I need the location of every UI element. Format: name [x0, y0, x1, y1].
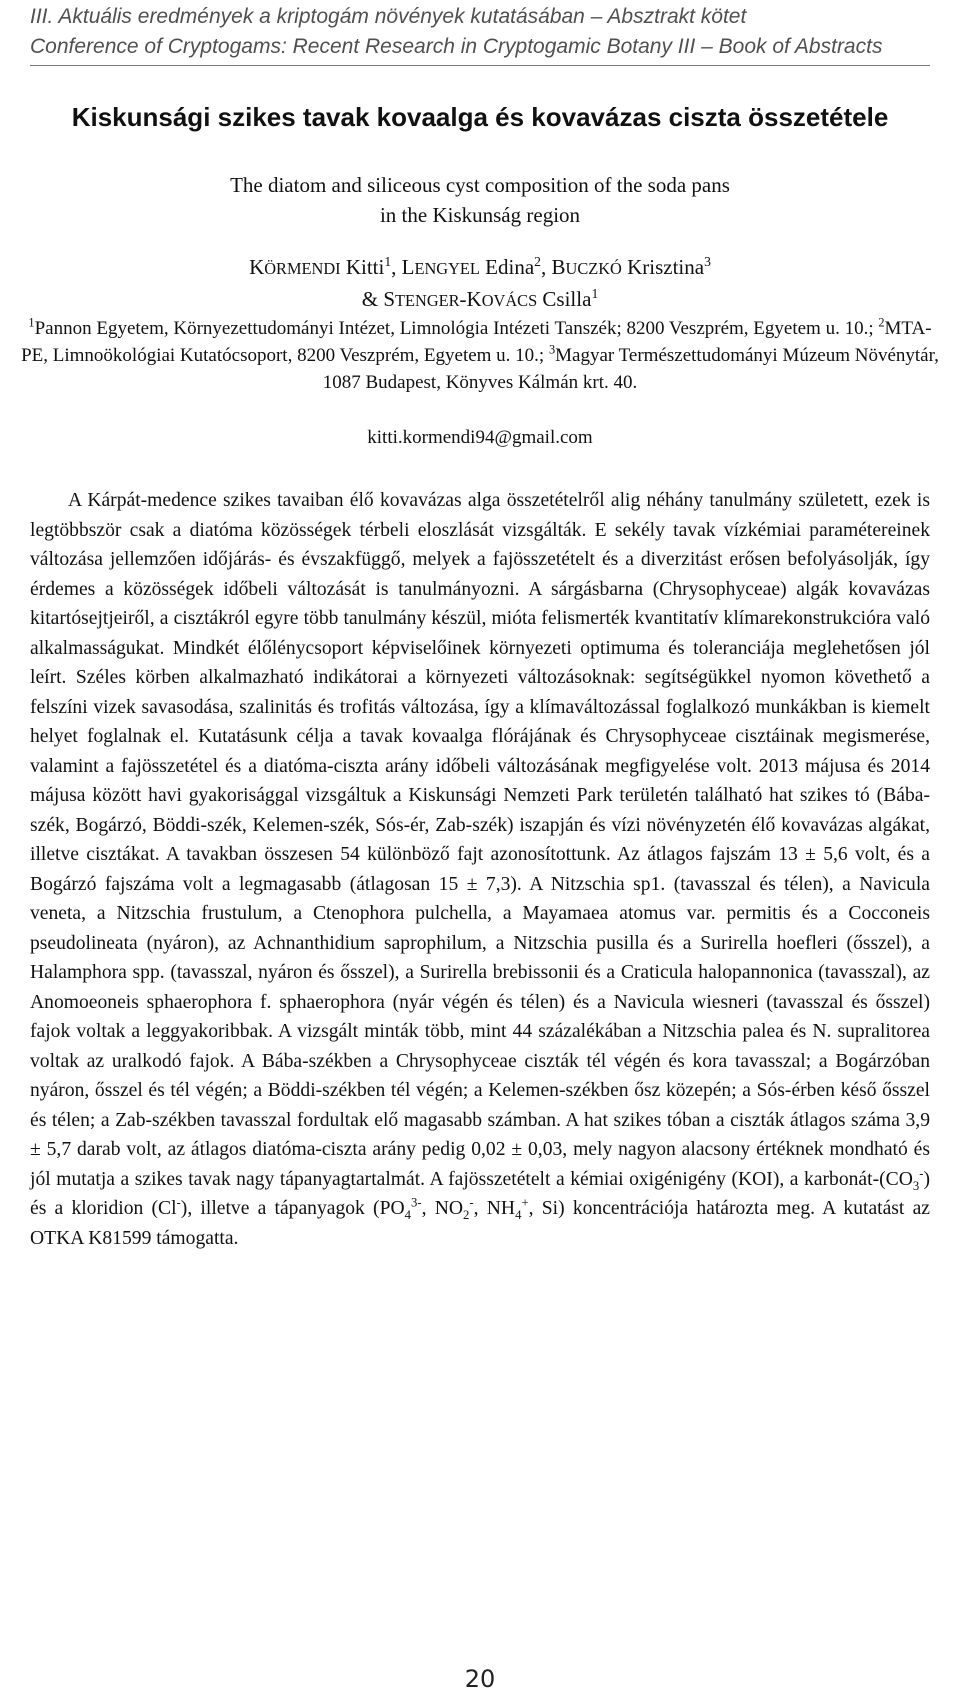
article-title: Kiskunsági szikes tavak kovaalga és kovavázas ciszta összetétele — [71, 102, 889, 132]
header-line-english: Conference of Cryptogams: Recent Research in Cryptogamic Botany III – Book of Abstracts — [30, 35, 883, 58]
author: KÖRMENDI Kitti$^1$ — [249, 254, 392, 279]
subtitle-line: The diatom and siliceous cyst composition of the soda pans — [230, 173, 730, 197]
affiliation-2: MTA-PE, Limnoökológiai Kutatócsoport, 8200 Veszprém, Egyetem u. 10.; — [21, 318, 932, 366]
author: BUCZKÓ Krisztina$^3$ — [551, 254, 711, 279]
abstract-body: A Kárpát-medence szikes tavaiban élő kovavázas alga összetételről alig néhány tanulmány született, ezek is legtöbbször csak a diatóma közösségek térbeli eloszlását vizsgálták. E sekély tavak vízkémiai paramétereinek változása jellemzően időjárás- és évszakfüggő, melyek a fajösszetételt és a diverzitást erősen befolyásolják, így érdemes a közösségek időbeli változását is tanulmányozni. A sárgásbarna (Chrysophyceae) algák kovavázas kitartósejtjeiről, a cisztákról egyre több tanulmány készül, mióta felismerték kvantitatív klímarekonstrukcióra való alkalmasságukat. Mindkét élőlénycsoport képviselőinek környezeti optimuma és toleranciája meglehetősen jól leírt. Széles körben alkalmazható indikátorai a környezeti változásoknak: segítségükkel nyomon követhető a felszíni vizek savasodása, szalinitás és trofitás változása, így a klímaváltozással foglalkozó munkákban is kiemelt helyet foglalnak el. Kutatásunk célja a tavak kovaalga flórájának és Chrysophyceae cisztáinak megismerése, valamint a fajösszetétel és a diatóma-ciszta arány időbeli változásának megfigyelése volt. 2013 májusa és 2014 májusa között havi gyakorisággal vizsgáltuk a Kiskunsági Nemzeti Park területén található hat szikes tó (Bába-szék, Bogárzó, Böddi-szék, Kelemen-szék, Sós-ér, Zab-szék) iszapján és vízi növényzetén élő kovavázas algákat, illetve cisztákat. A tavakban összesen 54 különböző fajt azonosítottunk. Az átlagos fajszám 13 ± 5,6 volt, és a Bogárzó fajszáma volt a legmagasabb (átlagosan 15 ± 7,3). A Nitzschia sp1. (tavasszal és télen), a Navicula veneta, a Nitzschia frustulum, a Ctenophora pulchella, a Mayamaea atomus var. permitis és a Cocconeis pseudolineata (nyáron), az Achnanthidium saprophilum, a Nitzschia pusilla és a Surirella hoefleri (ősszel), a Halamphora spp. (tavasszal, nyáron és ősszel), a Surirella brebissonii és a Craticula halopannonica (tavasszal), az Anomoeoneis sphaerophora f. sphaerophora (nyár végén és télen) és a Navicula wiesneri (tavasszal és ősszel) fajok voltak a leggyakoribbak. A vizsgált minták több, mint 44 százalékában a Nitzschia palea és N. supralitorea voltak az uralkodó fajok. A Bába-székben a Chrysophyceae ciszták tél végén és kora tavasszal; a Bogárzóban nyáron, ősszel és tél végén; a Böddi-székben tél végén; a Kelemen-székben ősz közepén; a Sós-érben késő ősszel és télen; a Zab-székben tavasszal fordultak elő magasabb számban. A hat szikes tóban a ciszták átlagos száma 3,9 ± 5,7 darab volt, az átlagos diatóma-ciszta arány pedig 0,02 ± 0,03, mely nagyon alacsony értéknek mondható és jól mutatja a szikes tavak nagy tápanyagtartalmát. A fajösszetételt a kémiai oxigénigény (KOI), a karbonát-$(CO_3^-)$ és a kloridion (Cl-), illetve a tápanyagok ($PO_4^{3-}$, $NO_2^-$, $NH_4^+$, Si) koncentrációja határozta meg. A kutatást az OTKA K81599 támogatta. — [30, 490, 930, 1249]
header-divider — [30, 65, 930, 66]
author: LENGYEL Edina$^2$ — [401, 254, 541, 279]
page-number: 20 — [464, 1665, 496, 1693]
author-line: & STENGER-KOVÁCS Csilla$^1$ — [361, 286, 599, 311]
running-header — [30, 2, 930, 62]
contact-email: kitti.kormendi94@gmail.com — [367, 427, 593, 448]
author-list — [40, 252, 920, 316]
author: STENGER-KOVÁCS Csilla$^1$ — [383, 286, 599, 311]
header-line-hungarian: III. Aktuális eredmények a kriptogám növények kutatásában – Absztrakt kötet — [30, 5, 747, 28]
article-subtitle — [60, 170, 900, 230]
affiliation-1: Pannon Egyetem, Környezettudományi Intézet, Limnológia Intézeti Tanszék; 8200 Veszprém, Egyetem u. 10.; — [34, 318, 874, 339]
affiliation-3: Magyar Természettudományi Múzeum Növénytár, 1087 Budapest, Könyves Kálmán krt. 40. — [322, 345, 939, 393]
subtitle-line: in the Kiskunság region — [379, 203, 581, 227]
author-line: KÖRMENDI Kitti$^1$, LENGYEL Edina$^2$, BUCZKÓ Krisztina$^3$ — [249, 254, 711, 279]
affiliations: $^1$Pannon Egyetem, Környezettudományi Intézet, Limnológia Intézeti Tanszék; 8200 Veszprém, Egyetem u. 10.; $^2$MTA-PE, Limnoökológiai Kutatócsoport, 8200 Veszprém, Egyetem u. 10.; $^3$Magyar Természettudományi Múzeum Növénytár, 1087 Budapest, Könyves Kálmán krt. 40. — [21, 315, 939, 393]
